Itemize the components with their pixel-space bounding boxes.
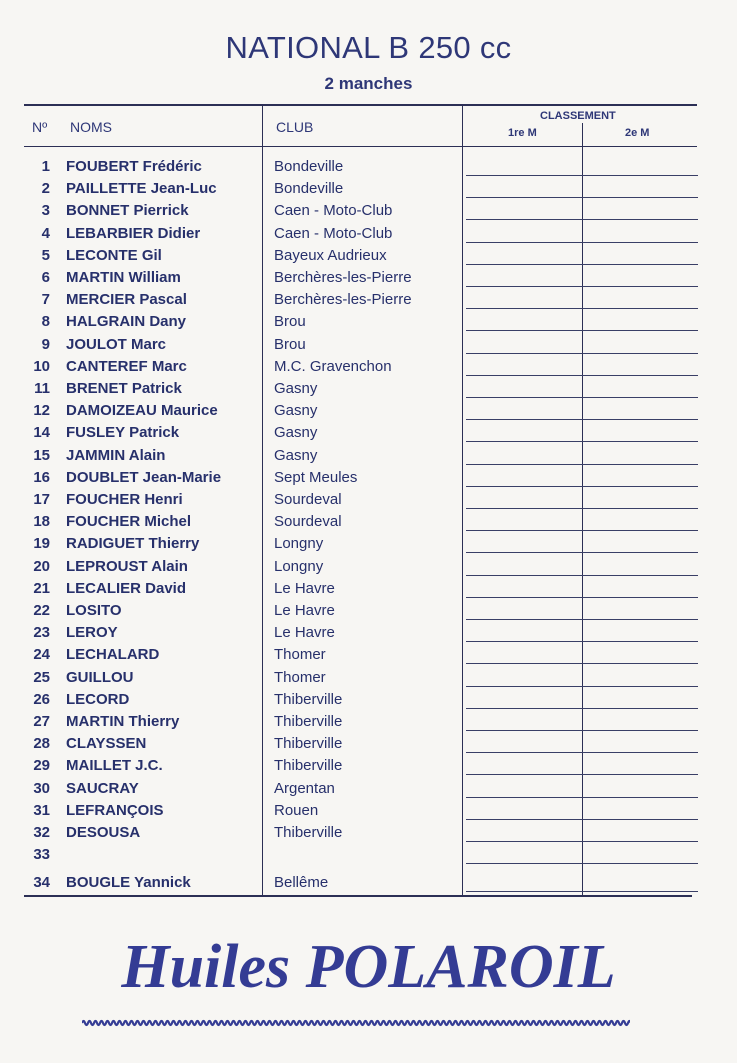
result-line bbox=[466, 242, 698, 243]
result-line bbox=[466, 175, 698, 176]
result-line bbox=[466, 686, 698, 687]
rider-number: 31 bbox=[33, 801, 50, 819]
rider-club: Sept Meules bbox=[274, 468, 358, 486]
rider-club: Sourdeval bbox=[274, 491, 342, 508]
rider-number: 11 bbox=[34, 380, 50, 397]
rider-name: DAMOIZEAU Maurice bbox=[66, 402, 218, 420]
rider-number: 6 bbox=[41, 269, 50, 286]
rider-name: JOULOT Marc bbox=[66, 335, 167, 353]
rider-name: FOUBERT Frédéric bbox=[66, 158, 202, 175]
table-row bbox=[0, 424, 737, 446]
result-line bbox=[466, 552, 698, 553]
rider-number: 32 bbox=[33, 824, 50, 841]
rider-number: 7 bbox=[41, 291, 50, 309]
rider-number: 12 bbox=[33, 402, 50, 420]
result-line bbox=[466, 353, 698, 354]
rider-club: Argentan bbox=[274, 779, 335, 797]
table-row bbox=[0, 336, 737, 358]
table-row bbox=[0, 691, 737, 713]
rider-club: Caen - Moto-Club bbox=[274, 224, 393, 242]
rider-name: FUSLEY Patrick bbox=[66, 424, 180, 442]
rider-name: SAUCRAY bbox=[66, 779, 139, 797]
table-row bbox=[0, 846, 737, 868]
rider-name: LECHALARD bbox=[66, 646, 160, 664]
table-row bbox=[0, 358, 737, 380]
table-row bbox=[0, 269, 737, 291]
rider-number: 16 bbox=[33, 468, 50, 486]
header-noms: NOMS bbox=[70, 119, 112, 135]
result-line bbox=[466, 419, 698, 420]
table-row bbox=[0, 202, 737, 224]
rider-number: 18 bbox=[33, 513, 50, 531]
result-line bbox=[466, 464, 698, 465]
result-line bbox=[466, 863, 698, 864]
rider-number: 1 bbox=[41, 158, 50, 175]
rider-number: 15 bbox=[33, 446, 50, 464]
table-row bbox=[0, 158, 737, 180]
rider-number: 3 bbox=[41, 202, 50, 220]
table-row bbox=[0, 469, 737, 491]
rider-club: Rouen bbox=[274, 801, 319, 819]
table-top-rule bbox=[24, 104, 697, 106]
result-line bbox=[466, 441, 698, 442]
rider-name: MAILLET J.C. bbox=[66, 757, 163, 775]
rider-club: Brou bbox=[274, 335, 306, 353]
table-row bbox=[0, 874, 737, 896]
table-row bbox=[0, 624, 737, 646]
rider-club: Berchères-les-Pierre bbox=[274, 269, 412, 286]
page-title: NATIONAL B 250 cc bbox=[225, 30, 512, 65]
rider-name: LECONTE Gil bbox=[66, 246, 162, 264]
rider-number: 21 bbox=[33, 579, 50, 597]
rider-number: 2 bbox=[41, 180, 50, 198]
result-line bbox=[466, 530, 698, 531]
rider-name: MARTIN William bbox=[66, 269, 181, 286]
rider-name: JAMMIN Alain bbox=[66, 446, 166, 464]
rider-club: Longny bbox=[274, 557, 324, 575]
rider-number: 25 bbox=[33, 668, 50, 686]
header-club: CLUB bbox=[276, 119, 314, 135]
table-row bbox=[0, 646, 737, 668]
rider-club: Caen - Moto-Club bbox=[274, 202, 393, 220]
rider-number: 27 bbox=[33, 713, 50, 730]
header-manche-1: 1re M bbox=[508, 127, 537, 139]
rider-club: Thiberville bbox=[274, 735, 343, 753]
rider-name: LOSITO bbox=[66, 602, 122, 619]
rider-name: LEPROUST Alain bbox=[66, 557, 188, 575]
rider-club: Thiberville bbox=[274, 824, 343, 841]
result-line bbox=[466, 508, 698, 509]
rider-number: 4 bbox=[41, 224, 50, 242]
rider-name: LEROY bbox=[66, 624, 118, 642]
rider-number: 10 bbox=[33, 357, 50, 375]
table-row bbox=[0, 313, 737, 335]
rider-club: Gasny bbox=[274, 380, 318, 397]
rider-club: Thiberville bbox=[274, 713, 343, 730]
rider-number: 8 bbox=[41, 313, 50, 331]
rider-club: Le Havre bbox=[274, 624, 335, 642]
table-row bbox=[0, 513, 737, 535]
rider-name: LEBARBIER Didier bbox=[66, 224, 201, 242]
rider-club: Bellême bbox=[274, 874, 329, 892]
rider-name: CANTEREF Marc bbox=[66, 357, 187, 375]
table-row bbox=[0, 535, 737, 557]
rider-club: Le Havre bbox=[274, 579, 335, 597]
rider-name: GUILLOU bbox=[66, 668, 134, 686]
table-row bbox=[0, 757, 737, 779]
rider-club: M.C. Gravenchon bbox=[274, 357, 392, 375]
result-line bbox=[466, 375, 698, 376]
table-row bbox=[0, 380, 737, 402]
rider-club: Brou bbox=[274, 313, 306, 331]
rider-club: Le Havre bbox=[274, 602, 335, 619]
rider-name: RADIGUET Thierry bbox=[66, 535, 200, 553]
result-line bbox=[466, 330, 698, 331]
table-row bbox=[0, 824, 737, 846]
rider-number: 24 bbox=[33, 646, 50, 664]
rider-name: CLAYSSEN bbox=[66, 735, 147, 753]
result-line bbox=[466, 752, 698, 753]
rider-club: Gasny bbox=[274, 402, 318, 420]
rider-number: 29 bbox=[33, 757, 50, 775]
rider-club: Thiberville bbox=[274, 757, 343, 775]
result-line bbox=[466, 575, 698, 576]
table-row bbox=[0, 713, 737, 735]
rider-club: Gasny bbox=[274, 424, 318, 442]
result-line bbox=[466, 486, 698, 487]
rider-name: DESOUSA bbox=[66, 824, 141, 841]
rider-name: BRENET Patrick bbox=[66, 380, 182, 397]
rider-name: FOUCHER Michel bbox=[66, 513, 192, 531]
table-row bbox=[0, 558, 737, 580]
header-bottom-rule bbox=[24, 146, 697, 147]
table-row bbox=[0, 735, 737, 757]
rider-club: Gasny bbox=[274, 446, 318, 464]
rider-name: LEFRANÇOIS bbox=[66, 801, 164, 819]
rider-number: 14 bbox=[33, 424, 50, 442]
rider-club: Sourdeval bbox=[274, 513, 342, 531]
result-line bbox=[466, 774, 698, 775]
result-line bbox=[466, 619, 698, 620]
rider-club: Bondeville bbox=[274, 180, 344, 198]
table-row bbox=[0, 247, 737, 269]
rider-name: FOUCHER Henri bbox=[66, 491, 183, 508]
result-line bbox=[466, 708, 698, 709]
wavy-underline bbox=[82, 1017, 630, 1029]
sponsor-brand: Huiles POLAROIL bbox=[121, 933, 616, 1001]
rider-name: DOUBLET Jean-Marie bbox=[66, 468, 222, 486]
rider-name: BONNET Pierrick bbox=[66, 202, 189, 220]
rider-club: Berchères-les-Pierre bbox=[274, 291, 412, 309]
rider-name: BOUGLE Yannick bbox=[66, 874, 191, 892]
result-line bbox=[466, 841, 698, 842]
rider-number: 9 bbox=[41, 335, 50, 353]
result-line bbox=[466, 264, 698, 265]
result-line bbox=[466, 308, 698, 309]
rider-number: 34 bbox=[33, 874, 50, 892]
result-line bbox=[466, 219, 698, 220]
rider-club: Thomer bbox=[274, 668, 326, 686]
header-num: Nº bbox=[32, 119, 48, 135]
result-line bbox=[466, 797, 698, 798]
rider-name: MARTIN Thierry bbox=[66, 713, 180, 730]
rider-number: 19 bbox=[33, 535, 50, 553]
result-line bbox=[466, 663, 698, 664]
rider-name: LECORD bbox=[66, 690, 130, 708]
header-classement: CLASSEMENT bbox=[540, 110, 616, 122]
rider-number: 5 bbox=[41, 246, 50, 264]
result-line bbox=[466, 286, 698, 287]
table-row bbox=[0, 780, 737, 802]
rider-club: Bayeux Audrieux bbox=[274, 246, 387, 264]
table-row bbox=[0, 491, 737, 513]
rider-number: 28 bbox=[33, 735, 50, 753]
rider-club: Bondeville bbox=[274, 158, 344, 175]
table-row bbox=[0, 802, 737, 824]
rider-number: 23 bbox=[33, 624, 50, 642]
table-row bbox=[0, 291, 737, 313]
rider-name: PAILLETTE Jean-Luc bbox=[66, 180, 217, 198]
rider-number: 20 bbox=[33, 557, 50, 575]
table-row bbox=[0, 602, 737, 624]
rider-name: MERCIER Pascal bbox=[66, 291, 187, 309]
result-line bbox=[466, 819, 698, 820]
rider-number: 26 bbox=[33, 690, 50, 708]
rider-club: Thomer bbox=[274, 646, 326, 664]
rider-club: Thiberville bbox=[274, 690, 343, 708]
table-row bbox=[0, 402, 737, 424]
table-row bbox=[0, 580, 737, 602]
rider-number: 33 bbox=[33, 846, 50, 864]
result-line bbox=[466, 197, 698, 198]
rider-number: 30 bbox=[33, 779, 50, 797]
result-line bbox=[466, 641, 698, 642]
result-line bbox=[466, 730, 698, 731]
table-row bbox=[0, 180, 737, 202]
table-row bbox=[0, 669, 737, 691]
table-row bbox=[0, 447, 737, 469]
result-line bbox=[466, 397, 698, 398]
result-line bbox=[466, 597, 698, 598]
header-manche-2: 2e M bbox=[625, 127, 650, 139]
table-row bbox=[0, 225, 737, 247]
page-subtitle: 2 manches bbox=[324, 74, 413, 93]
rider-number: 17 bbox=[33, 491, 50, 508]
rider-club: Longny bbox=[274, 535, 324, 553]
rider-number: 22 bbox=[33, 602, 50, 619]
result-line bbox=[466, 891, 698, 892]
rider-name: HALGRAIN Dany bbox=[66, 313, 187, 331]
rider-name: LECALIER David bbox=[66, 579, 187, 597]
